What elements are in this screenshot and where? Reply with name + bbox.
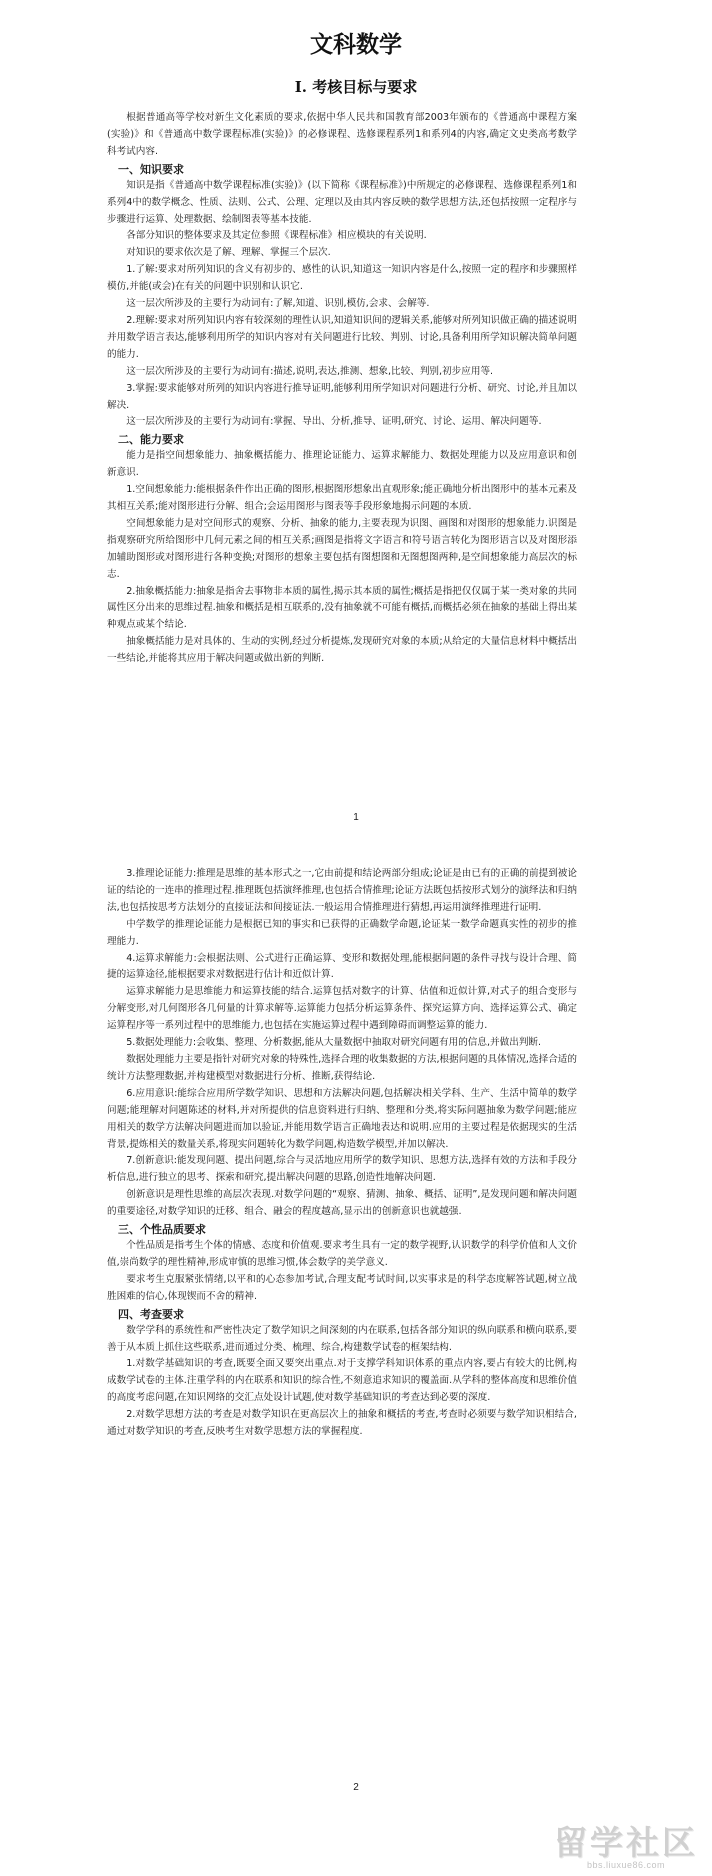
paragraph: 个性品质是指考生个体的情感、态度和价值观.要求考生具有一定的数学视野,认识数学的科学价值和人文价值,崇尚数学的理性精神,形成审慎的思维习惯,体会数学的美学意义. [107,1240,577,1268]
paragraph: 这一层次所涉及的主要行为动词有:了解,知道、识别,模仿,会求、会解等. [126,298,430,310]
paragraph: 1.对数学基础知识的考查,既要全面又要突出重点.对于支撑学科知识体系的重点内容,要占有较大的比例,构成数学试卷的主体.注重学科的内在联系和知识的综合性,不刻意追求知识的覆盖面.从学科的整体高度和思维价值的高度考虑问题,在知识网络的交汇点处设计试题,使对数学基础知识的考查达到必要的深度. [107,1358,577,1404]
paragraph: 3.推理论证能力:推理是思维的基本形式之一,它由前提和结论两部分组成;论证是由已有的正确的前提到被论证的结论的一连串的推理过程.推理既包括演绎推理,也包括合情推理;论证方法既包括按形式划分的演绎法和归纳法,也包括按思考方法划分的直接证法和间接证法.一般运用合情推理进行猜想,再运用演绎推理进行证明. [107,868,577,913]
paragraph: 对知识的要求依次是了解、理解、掌握三个层次. [126,247,331,259]
paragraph: 空间想象能力是对空间形式的观察、分析、抽象的能力,主要表现为识图、画图和对图形的想象能力.识图是指观察研究所给图形中几何元素之间的相互关系;画图是指将文字语言和符号语言转化为图形语言以及对图形添加辅助图形或对图形进行各种变换;对图形的想象主要包括有图想图和无图想图两种,是空间想象能力高层次的标志. [107,517,577,580]
paragraph: 要求考生克服紧张情绪,以平和的心态参加考试,合理支配考试时间,以实事求是的科学态度解答试题,树立战胜困难的信心,体现锲而不舍的精神. [107,1273,577,1302]
paragraph: 这一层次所涉及的主要行为动词有:描述,说明,表达,推测、想象,比较、判别,初步应用等. [126,365,494,377]
watermark-url: bbs.liuxue86.com [586,1860,666,1870]
heading-personality-requirements: 三、个性品质要求 [118,1223,206,1237]
document-title: 文科数学 [310,31,402,58]
paragraph: 2.理解:要求对所列知识内容有较深刻的理性认识,知道知识间的逻辑关系,能够对所列知识做正确的描述说明并用数学语言表达,能够利用所学的知识内容对有关问题进行比较、判别、讨论,具备利用所学知识解决简单问题的能力. [107,314,577,360]
document-page-1 [0,0,712,860]
site-watermark-logo [554,1817,698,1870]
section-title: Ⅰ. 考核目标与要求 [294,78,418,96]
paragraph: 中学数学的推理论证能力是根据已知的事实和已获得的正确数学命题,论证某一数学命题真实性的初步的推理能力. [107,918,577,947]
paragraph: 1.空间想象能力:能根据条件作出正确的图形,根据图形想象出直观形象;能正确地分析出图形中的基本元素及其相互关系;能对图形进行分解、组合;会运用图形与图表等手段形象地揭示问题的本质. [107,484,577,513]
paragraph: 抽象概括能力是对具体的、生动的实例,经过分析提炼,发现研究对象的本质;从给定的大量信息材料中概括出一些结论,并能将其应用于解决问题或做出新的判断. [107,636,577,665]
paragraph: 各部分知识的整体要求及其定位参照《课程标准》相应模块的有关说明. [126,230,427,242]
page-2-body [107,866,577,1441]
heading-examination-requirements: 四、考查要求 [118,1307,184,1321]
paragraph: 5.数据处理能力:会收集、整理、分析数据,能从大量数据中抽取对研究问题有用的信息,并做出判断. [126,1037,542,1049]
paragraph: 数据处理能力主要是指针对研究对象的特殊性,选择合理的收集数据的方法,根据问题的具体情况,选择合适的统计方法整理数据,并构建模型对数据进行分析、推断,获得结论. [107,1053,577,1082]
intro-paragraph: 根据普通高等学校对新生文化素质的要求,依据中华人民共和国教育部2003年颁布的《普通高中课程方案(实验)》和《普通高中数学课程标准(实验)》的必修课程、选修课程系列1和系列4的内容,确定文史类高考数学科考试内容. [107,112,577,157]
paragraph: 3.掌握:要求能够对所列的知识内容进行推导证明,能够利用所学知识对问题进行分析、研究、讨论,并且加以解决. [107,382,577,411]
paragraph: 这一层次所涉及的主要行为动词有:掌握、导出、分析,推导、证明,研究、讨论、运用、解决问题等. [126,416,542,428]
paragraph: 6.应用意识:能综合应用所学数学知识、思想和方法解决问题,包括解决相关学科、生产、生活中简单的数学问题;能理解对问题陈述的材料,并对所提供的信息资料进行归纳、整理和分类,将实际问题抽象为数学问题;能应用相关的数学方法解决问题进而加以验证,并能用数学语言正确地表达和说明.应用的主要过程是依据现实的生活背景,提炼相关的数量关系,将现实问题转化为数学问题,构造数学模型,并加以解决. [107,1087,577,1150]
document-page-2 [0,860,712,1876]
paragraph: 知识是指《普通高中数学课程标准(实验)》(以下简称《课程标准》)中所规定的必修课程、选修课程系列1和系列4中的数学概念、性质、法则、公式、公理、定理以及由其内容反映的数学思想方法,还包括按照一定程序与步骤进行运算、处理数据、绘制图表等基本技能. [107,179,577,225]
page-1-body [107,110,577,668]
paragraph: 运算求解能力是思维能力和运算技能的结合.运算包括对数字的计算、估值和近似计算,对式子的组合变形与分解变形,对几何图形各几何量的计算求解等.运算能力包括分析运算条件、探究运算方向、选择运算公式、确定运算程序等一系列过程中的思维能力,也包括在实施运算过程中遇到障碍而调整运算的能力. [107,986,577,1032]
heading-ability-requirements: 二、能力要求 [118,433,184,447]
paragraph: 7.创新意识:能发现问题、提出问题,综合与灵活地应用所学的数学知识、思想方法,选择有效的方法和手段分析信息,进行独立的思考、探索和研究,提出解决问题的思路,创造性地解决问题. [107,1155,577,1184]
paragraph: 2.对数学思想方法的考查是对数学知识在更高层次上的抽象和概括的考查,考查时必须要与数学知识相结合,通过对数学知识的考查,反映考生对数学思想方法的掌握程度. [107,1409,577,1438]
page-number: 1 [353,812,359,823]
paragraph: 创新意识是理性思维的高层次表现.对数学问题的“观察、猜测、抽象、概括、证明”,是发现问题和解决问题的重要途径,对数学知识的迁移、组合、融会的程度越高,显示出的创新意识也就越强. [107,1189,577,1218]
paragraph: 1.了解:要求对所列知识的含义有初步的、感性的认识,知道这一知识内容是什么,按照一定的程序和步骤照样模仿,并能(或会)在有关的问题中识别和认识它. [107,264,577,293]
heading-knowledge-requirements: 一、知识要求 [118,162,184,176]
paragraph: 数学学科的系统性和严密性决定了数学知识之间深刻的内在联系,包括各部分知识的纵向联系和横向联系,要善于从本质上抓住这些联系,进而通过分类、梳理、综合,构建数学试卷的框架结构. [107,1324,577,1353]
paragraph: 2.抽象概括能力:抽象是指舍去事物非本质的属性,揭示其本质的属性;概括是指把仅仅属于某一类对象的共同属性区分出来的思维过程.抽象和概括是相互联系的,没有抽象就不可能有概括,而概括必须在抽象的基础上得出某种观点或某个结论. [107,585,577,631]
paragraph: 4.运算求解能力:会根据法则、公式进行正确运算、变形和数据处理,能根据问题的条件寻找与设计合理、简捷的运算途径,能根据要求对数据进行估计和近似计算. [107,952,577,981]
paragraph: 能力是指空间想象能力、抽象概括能力、推理论证能力、运算求解能力、数据处理能力以及应用意识和创新意识. [107,450,577,479]
page-number: 2 [353,1782,359,1793]
watermark-text: 留学社区 [554,1823,698,1862]
